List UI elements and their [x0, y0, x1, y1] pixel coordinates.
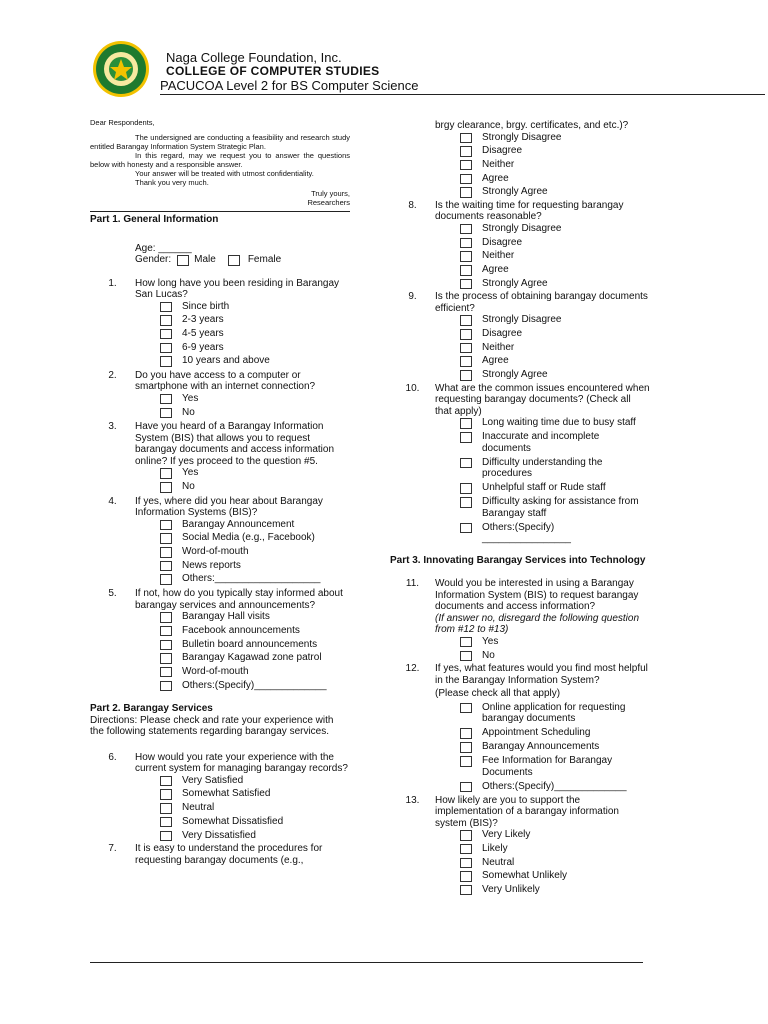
option-label: Agree: [482, 264, 509, 275]
option-label: Word-of-mouth: [182, 665, 249, 677]
letter-paragraph-4: Thank you very much.: [135, 178, 209, 187]
question-text: If not, how do you typically stay informed about barangay services and announcements?: [135, 588, 343, 611]
checkbox[interactable]: [160, 574, 172, 585]
checkbox[interactable]: [460, 858, 472, 869]
right-column: [390, 120, 650, 898]
option-label: No: [182, 406, 195, 418]
option-label: Agree: [482, 355, 509, 367]
checkbox[interactable]: [460, 703, 472, 714]
option-label: Social Media (e.g., Facebook): [182, 532, 315, 544]
checkbox[interactable]: [460, 458, 472, 469]
option-label: No: [482, 649, 495, 661]
question-4: [90, 496, 350, 587]
checkbox[interactable]: [460, 251, 472, 262]
question-7: [90, 843, 350, 866]
question-note: (If answer no, disregard the following question from #12 to #13): [435, 612, 640, 636]
option-label: Barangay Announcement: [182, 518, 295, 530]
option-label: Since birth: [182, 300, 230, 312]
option-label: 6-9 years: [182, 341, 224, 353]
answer-option: [460, 159, 650, 173]
answer-option: [460, 727, 650, 739]
question-text: How likely are you to support the implementation of a barangay information system (BIS)?: [435, 794, 619, 829]
answer-option: [160, 788, 350, 802]
answer-option: [160, 519, 350, 533]
checkbox[interactable]: [460, 782, 472, 793]
answer-option: [460, 702, 650, 725]
checkbox[interactable]: [160, 640, 172, 651]
age-field[interactable]: Age: ______: [135, 242, 192, 254]
checkbox[interactable]: [460, 756, 472, 767]
question-text: How would you rate your experience with the current system for managing barangay records?: [135, 751, 348, 775]
answer-option: [160, 560, 350, 574]
question-6: [90, 752, 350, 843]
answer-option: [460, 223, 650, 237]
answer-option: [460, 636, 650, 650]
answer-option: [460, 781, 650, 793]
part2-directions: Directions: Please check and rate your experience with the following statements regarding barangay services.: [90, 714, 334, 738]
question-row: [90, 421, 350, 467]
gender-field: [135, 254, 350, 266]
answer-option: [460, 857, 650, 871]
option-label: Difficulty understanding the procedures: [482, 456, 603, 480]
checkbox[interactable]: [460, 343, 472, 354]
checkbox[interactable]: [460, 160, 472, 171]
checkbox[interactable]: [460, 370, 472, 381]
question-text: If yes, what features would you find most helpful in the Barangay Information System?: [435, 663, 648, 686]
checkbox[interactable]: [160, 394, 172, 405]
question-3: [90, 421, 350, 494]
answer-option: [460, 650, 650, 664]
org-name: Naga College Foundation, Inc.: [166, 50, 342, 65]
option-label: Disagree: [482, 328, 523, 340]
answer-option: [460, 843, 650, 857]
answer-option: [460, 755, 650, 778]
question-number: 9.: [408, 291, 417, 303]
question-row: [90, 278, 350, 301]
option-label: Word-of-mouth: [182, 546, 249, 558]
checkbox[interactable]: [460, 279, 472, 290]
question-text: Do you have access to a computer or smartphone with an internet connection?: [135, 369, 316, 393]
option-label: Difficulty asking for assistance from Barangay staff: [482, 496, 639, 519]
question-number: 8.: [408, 199, 417, 211]
option-label: Disagree: [482, 145, 523, 157]
question-text: How long have you been residing in Barangay San Lucas?: [135, 277, 340, 300]
option-label: Yes: [182, 467, 199, 479]
question-number: 11.: [405, 578, 420, 590]
option-label: Neither: [482, 250, 515, 262]
question-number: 2.: [108, 369, 117, 381]
checkbox[interactable]: [460, 224, 472, 235]
college-name: COLLEGE OF COMPUTER STUDIES: [166, 64, 380, 78]
answer-option: [460, 250, 650, 264]
cover-letter: [90, 118, 350, 207]
option-label: Somewhat Dissatisfied: [182, 815, 284, 827]
answer-option: [460, 870, 650, 884]
question-text: Is the process of obtaining barangay documents efficient?: [435, 291, 648, 314]
checkbox[interactable]: [460, 174, 472, 185]
answer-option: [460, 522, 650, 545]
checkbox[interactable]: [160, 533, 172, 544]
checkbox[interactable]: [460, 523, 472, 534]
question-instruction: (Please check all that apply): [435, 688, 561, 700]
option-label: Strongly Agree: [482, 277, 548, 289]
document-header: [90, 40, 675, 98]
answer-option: [460, 496, 650, 519]
left-column: [90, 118, 350, 866]
answer-option: [460, 145, 650, 159]
answer-option: [460, 482, 650, 494]
question-row: [390, 200, 650, 223]
option-label: Others:(Specify)_____________: [482, 780, 627, 792]
checkbox[interactable]: [460, 483, 472, 494]
option-label: Strongly Agree: [482, 186, 548, 198]
answer-option: [160, 314, 350, 328]
option-label: Long waiting time due to busy staff: [482, 417, 636, 429]
question-text: If yes, where did you hear about Barangay Information Systems (BIS)?: [135, 495, 323, 519]
question-number: 4.: [108, 495, 117, 507]
checkbox[interactable]: [160, 803, 172, 814]
question-1: [90, 278, 350, 369]
answer-option: [160, 342, 350, 356]
question-row: [390, 383, 650, 418]
option-label: Online application for requesting barangay documents: [482, 701, 626, 725]
answer-option: [460, 132, 650, 146]
checkbox[interactable]: [460, 497, 472, 508]
option-label: Disagree: [482, 236, 523, 248]
option-label: Very Likely: [482, 829, 531, 841]
question-number: 7.: [108, 843, 117, 855]
answer-option: [160, 301, 350, 315]
answer-option: [160, 625, 350, 639]
question-row: [90, 752, 350, 775]
question-number: 13.: [405, 794, 420, 806]
question-row: [90, 496, 350, 519]
question-row: [390, 795, 650, 830]
checkbox[interactable]: [160, 681, 172, 692]
college-seal-logo: [90, 40, 152, 98]
header-divider: [160, 94, 765, 95]
question-number: 5.: [108, 588, 117, 600]
answer-option: [160, 666, 350, 680]
question-row: [90, 588, 350, 611]
checkbox[interactable]: [160, 302, 172, 313]
answer-option: [460, 741, 650, 753]
checkbox[interactable]: [160, 626, 172, 637]
answer-option: [160, 816, 350, 830]
male-label: Male: [194, 254, 216, 265]
answer-option: [160, 573, 350, 587]
gender-label: Gender:: [135, 254, 172, 265]
checkbox[interactable]: [460, 637, 472, 648]
checkbox[interactable]: [160, 789, 172, 800]
answer-option: [460, 173, 650, 187]
checkbox[interactable]: [460, 133, 472, 144]
answer-option: [460, 314, 650, 328]
option-label: 10 years and above: [182, 355, 270, 367]
question-row: [390, 663, 650, 686]
question-10: [390, 383, 650, 545]
option-label: 2-3 years: [182, 314, 224, 326]
option-label: Neutral: [482, 856, 515, 868]
option-label: Strongly Disagree: [482, 314, 562, 326]
checkbox[interactable]: [460, 651, 472, 662]
answer-option: [160, 546, 350, 560]
checkbox[interactable]: [160, 547, 172, 558]
checkbox[interactable]: [160, 329, 172, 340]
answer-option: [460, 884, 650, 898]
checkbox[interactable]: [460, 885, 472, 896]
checkbox[interactable]: [160, 612, 172, 623]
option-label: Strongly Disagree: [482, 222, 562, 234]
option-label: Barangay Kagawad zone patrol: [182, 652, 322, 664]
option-label: Barangay Announcements: [482, 741, 600, 753]
checkbox[interactable]: [160, 468, 172, 479]
checkbox[interactable]: [460, 265, 472, 276]
checkbox[interactable]: [160, 315, 172, 326]
checkbox[interactable]: [460, 187, 472, 198]
option-label: Neutral: [182, 802, 215, 814]
male-checkbox[interactable]: [177, 255, 189, 266]
option-label: Somewhat Satisfied: [182, 788, 271, 800]
answer-option: [460, 186, 650, 200]
option-label: Likely: [482, 842, 508, 854]
letter-paragraph-3: Your answer will be treated with utmost confidentiality.: [135, 169, 314, 178]
option-label: Fee Information for Barangay Documents: [482, 755, 613, 778]
answer-option: [160, 775, 350, 789]
option-label: Facebook announcements: [182, 624, 300, 636]
part1-title: Part 1. General Information: [90, 211, 350, 226]
option-label: Neither: [482, 158, 515, 170]
question-row: [390, 578, 650, 613]
question-5: [90, 588, 350, 693]
question-13: [390, 795, 650, 898]
answer-option: [460, 237, 650, 251]
checkbox[interactable]: [160, 667, 172, 678]
answer-option: [160, 611, 350, 625]
question-row: [390, 291, 650, 314]
option-label: Strongly Agree: [482, 369, 548, 381]
part2-title: Part 2. Barangay Services: [90, 703, 213, 715]
option-label: Strongly Disagree: [482, 131, 562, 143]
checkbox[interactable]: [160, 831, 172, 842]
checkbox[interactable]: [460, 238, 472, 249]
checkbox[interactable]: [460, 830, 472, 841]
checkbox[interactable]: [460, 844, 472, 855]
option-label: Bulletin board announcements: [182, 638, 318, 650]
question-text: What are the common issues encountered when requesting barangay documents? (Check all that apply): [435, 382, 650, 417]
question-text: Is the waiting time for requesting barangay documents reasonable?: [435, 199, 624, 223]
part3-title: Part 3. Innovating Barangay Services into Technology: [390, 554, 646, 566]
answer-option: [160, 467, 350, 481]
option-label: Barangay Hall visits: [182, 611, 270, 623]
checkbox[interactable]: [160, 356, 172, 367]
checkbox[interactable]: [460, 356, 472, 367]
question-number: 3.: [108, 421, 117, 433]
option-label: Neither: [482, 341, 515, 353]
checkbox[interactable]: [160, 408, 172, 419]
checkbox[interactable]: [160, 482, 172, 493]
question-11: [390, 578, 650, 663]
option-label: Very Dissatisfied: [182, 829, 256, 841]
option-label: Somewhat Unlikely: [482, 870, 568, 882]
checkbox[interactable]: [160, 343, 172, 354]
question-text: Have you heard of a Barangay Information System (BIS) that allows you to request barangay documents and access information online? If yes proceed to the question #5.: [135, 421, 335, 467]
question-text: It is easy to understand the procedures for requesting barangay documents (e.g.,: [135, 843, 323, 866]
question-text: Would you be interested in using a Barangay Information System (BIS) to request barangay documents and access information?: [435, 578, 639, 613]
female-checkbox[interactable]: [228, 255, 240, 266]
checkbox[interactable]: [460, 742, 472, 753]
answer-option: [460, 264, 650, 278]
answer-option: [460, 829, 650, 843]
question-number: 10.: [405, 382, 420, 394]
checkbox[interactable]: [460, 146, 472, 157]
question-number: 1.: [108, 277, 117, 289]
answer-option: [160, 355, 350, 369]
option-label: Unhelpful staff or Rude staff: [482, 482, 606, 494]
answer-option: [460, 342, 650, 356]
answer-option: [160, 830, 350, 844]
checkbox[interactable]: [160, 653, 172, 664]
footer-divider: [90, 962, 643, 963]
option-label: Others:___________________: [182, 573, 321, 585]
checkbox[interactable]: [460, 728, 472, 739]
letter-paragraph-2: In this regard, may we request you to answer the questions below with honesty and a responsible answer.: [90, 151, 350, 169]
question-8: [390, 200, 650, 291]
question-row: [90, 370, 350, 393]
answer-option: [460, 278, 650, 292]
answer-option: [160, 652, 350, 666]
answer-option: [160, 328, 350, 342]
answer-option: [160, 407, 350, 421]
option-label: No: [182, 481, 195, 492]
checkbox[interactable]: [460, 315, 472, 326]
checkbox[interactable]: [160, 520, 172, 531]
option-label: Agree: [482, 172, 509, 184]
answer-option: [160, 802, 350, 816]
answer-option: [160, 680, 350, 694]
checkbox[interactable]: [160, 561, 172, 572]
option-label: Others:(Specify) ________________: [482, 521, 571, 545]
answer-option: [460, 328, 650, 342]
option-label: Yes: [182, 392, 199, 404]
question-2: [90, 370, 350, 420]
option-label: Very Unlikely: [482, 883, 540, 895]
letter-signer: Researchers: [307, 198, 350, 207]
checkbox[interactable]: [460, 329, 472, 340]
answer-option: [460, 457, 650, 480]
question-9: [390, 291, 650, 382]
answer-option: [460, 355, 650, 369]
answer-option: [160, 393, 350, 407]
checkbox[interactable]: [460, 871, 472, 882]
option-label: Appointment Scheduling: [482, 727, 591, 739]
letter-closing: Truly yours,: [311, 189, 350, 198]
option-label: Others:(Specify)_____________: [182, 679, 327, 691]
option-label: 4-5 years: [182, 327, 224, 339]
answer-option: [460, 431, 650, 454]
checkbox[interactable]: [460, 418, 472, 429]
checkbox[interactable]: [160, 817, 172, 828]
answer-option: [160, 639, 350, 653]
option-label: Very Satisfied: [182, 774, 244, 786]
option-label: Yes: [482, 635, 499, 647]
program-name: PACUCOA Level 2 for BS Computer Science: [160, 78, 419, 93]
letter-paragraph-1: The undersigned are conducting a feasibility and research study entitled Barangay Information System Strategic Plan.: [90, 133, 350, 151]
option-label: News reports: [182, 559, 241, 571]
question-number: 6.: [108, 751, 117, 763]
answer-option: [160, 532, 350, 546]
letter-greeting: Dear Respondents,: [90, 118, 155, 127]
option-label: Inaccurate and incomplete documents: [482, 431, 600, 454]
question-number: 12.: [405, 663, 420, 675]
checkbox[interactable]: [460, 432, 472, 443]
answer-option: [460, 417, 650, 429]
checkbox[interactable]: [160, 776, 172, 787]
answer-option: [460, 369, 650, 383]
answer-option: [160, 481, 350, 495]
female-label: Female: [247, 254, 282, 265]
question-12: [390, 663, 650, 792]
question-7-continued: brgy clearance, brgy. certificates, and etc.)?: [435, 120, 629, 131]
